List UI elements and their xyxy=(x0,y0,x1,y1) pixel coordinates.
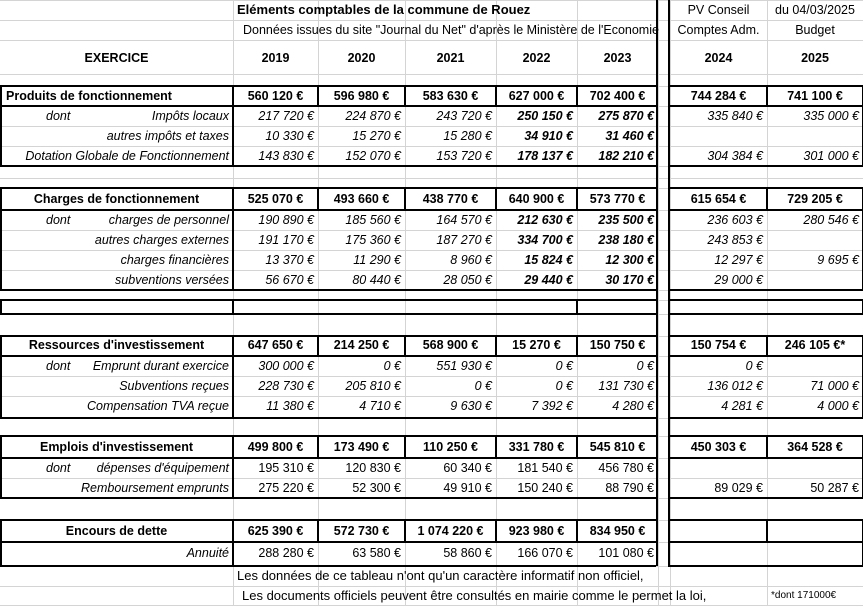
value-cell: 190 890 € xyxy=(258,213,314,227)
value-cell xyxy=(767,230,859,250)
row-label: autres impôts et taxes xyxy=(106,129,229,143)
value-cell: 625 390 € xyxy=(247,524,304,538)
row-label: Ressources d'investissement xyxy=(28,338,205,352)
value-cell: 56 670 € xyxy=(265,273,314,287)
value-cell xyxy=(767,521,863,541)
value-cell: 275 220 € xyxy=(258,481,314,495)
date-label: du 04/03/2025 xyxy=(775,3,855,17)
value-cell: 7 392 € xyxy=(531,399,573,413)
value-cell: 923 980 € xyxy=(508,524,565,538)
value-cell: 224 870 € xyxy=(345,109,401,123)
value-cell: 212 630 € xyxy=(517,213,573,227)
value-cell: 243 720 € xyxy=(436,109,492,123)
value-cell: 702 400 € xyxy=(589,89,646,103)
value-cell: 153 720 € xyxy=(436,149,492,163)
value-cell: 1 074 220 € xyxy=(417,524,484,538)
value-cell: 29 000 € xyxy=(714,273,763,287)
value-cell: 13 370 € xyxy=(265,253,314,267)
value-cell: 152 070 € xyxy=(345,149,401,163)
value-cell: 89 029 € xyxy=(714,481,763,495)
value-cell: 28 050 € xyxy=(443,273,492,287)
value-cell: 246 105 €* xyxy=(784,338,846,352)
value-cell: 275 870 € xyxy=(598,109,654,123)
value-cell: 545 810 € xyxy=(589,440,646,454)
value-cell: 29 440 € xyxy=(524,273,573,287)
pv-conseil-label: PV Conseil xyxy=(687,3,750,17)
row-label: Remboursement emprunts xyxy=(81,481,229,495)
value-cell: 744 284 € xyxy=(690,89,747,103)
border-v xyxy=(0,300,2,314)
value-cell: 9 630 € xyxy=(450,399,492,413)
value-cell: 280 546 € xyxy=(803,213,859,227)
row-label: dépenses d'équipement xyxy=(96,461,229,475)
value-cell: 217 720 € xyxy=(258,109,314,123)
value-cell: 15 270 € xyxy=(512,338,561,352)
value-cell: 34 910 € xyxy=(524,129,573,143)
value-cell: 627 000 € xyxy=(508,89,565,103)
value-cell: 178 137 € xyxy=(517,149,573,163)
value-cell: 596 980 € xyxy=(333,89,390,103)
value-cell: 228 730 € xyxy=(258,379,314,393)
value-cell: 493 660 € xyxy=(333,192,390,206)
value-cell xyxy=(767,270,859,290)
row-label: charges financières xyxy=(120,253,229,267)
value-cell: 173 490 € xyxy=(333,440,390,454)
row-label: Encours de dette xyxy=(65,524,168,538)
value-cell: 9 695 € xyxy=(817,253,859,267)
sheet-title: Eléments comptables de la commune de Rouez xyxy=(237,2,531,17)
value-cell: 11 380 € xyxy=(266,399,314,413)
value-cell: 166 070 € xyxy=(517,546,573,560)
row-label: Impôts locaux xyxy=(151,109,229,123)
row-label: Charges de fonctionnement xyxy=(33,192,200,206)
value-cell: 52 300 € xyxy=(352,481,401,495)
value-cell: 288 280 € xyxy=(258,546,314,560)
value-cell: 110 250 € xyxy=(423,440,478,454)
row-label: Produits de fonctionnement xyxy=(6,89,172,103)
value-cell: 499 800 € xyxy=(247,440,304,454)
value-cell: 88 790 € xyxy=(605,481,654,495)
value-cell xyxy=(670,521,767,541)
year-header: 2019 xyxy=(261,51,290,65)
border-v xyxy=(232,300,234,314)
value-cell: 250 150 € xyxy=(517,109,573,123)
value-cell: 60 340 € xyxy=(443,461,492,475)
value-cell xyxy=(767,543,859,563)
value-cell: 0 € xyxy=(636,359,654,373)
value-cell: 49 910 € xyxy=(443,481,492,495)
value-cell: 182 210 € xyxy=(598,149,654,163)
value-cell: 741 100 € xyxy=(787,89,843,103)
value-cell: 30 170 € xyxy=(605,273,654,287)
value-cell: 438 770 € xyxy=(422,192,479,206)
value-cell: 456 780 € xyxy=(598,461,654,475)
value-cell: 12 300 € xyxy=(605,253,654,267)
value-cell: 164 570 € xyxy=(436,213,492,227)
value-cell: 583 630 € xyxy=(422,89,479,103)
value-cell: 729 205 € xyxy=(787,192,843,206)
value-cell: 63 580 € xyxy=(352,546,401,560)
value-cell: 11 290 € xyxy=(353,253,401,267)
value-cell: 525 070 € xyxy=(247,192,304,206)
border-h xyxy=(668,299,863,301)
border-h xyxy=(0,313,656,315)
value-cell: 568 900 € xyxy=(422,338,479,352)
comptes-adm-label: Comptes Adm. xyxy=(677,23,760,37)
value-cell xyxy=(670,458,763,478)
value-cell: 214 250 € xyxy=(333,338,390,352)
value-cell: 8 960 € xyxy=(450,253,492,267)
dont-label: dont xyxy=(46,461,71,475)
border-h xyxy=(0,417,656,419)
value-cell: 331 780 € xyxy=(508,440,565,454)
value-cell: 101 080 € xyxy=(598,546,654,560)
budget-label: Budget xyxy=(795,23,835,37)
value-cell: 0 € xyxy=(555,359,573,373)
value-cell: 58 860 € xyxy=(443,546,492,560)
dont-label: dont xyxy=(46,213,71,227)
row-label: subventions versées xyxy=(115,273,229,287)
year-header: 2021 xyxy=(436,51,465,65)
value-cell: 191 170 € xyxy=(258,233,314,247)
value-cell: 0 € xyxy=(555,379,573,393)
value-cell: 71 000 € xyxy=(810,379,859,393)
value-cell: 143 830 € xyxy=(258,149,314,163)
value-cell: 647 650 € xyxy=(247,338,304,352)
value-cell: 235 500 € xyxy=(598,213,654,227)
row-label: Compensation TVA reçue xyxy=(87,399,229,413)
footer-note-2: Les documents officiels peuvent être consultés en mairie comme le permet la loi, xyxy=(242,588,707,603)
value-cell: 300 000 € xyxy=(258,359,314,373)
gridline-h xyxy=(0,40,863,41)
value-cell: 335 840 € xyxy=(707,109,763,123)
row-label: Dotation Globale de Fonctionnement xyxy=(25,149,229,163)
border-h xyxy=(668,565,863,567)
value-cell: 560 120 € xyxy=(247,89,304,103)
row-label: charges de personnel xyxy=(108,213,229,227)
value-cell: 334 700 € xyxy=(517,233,573,247)
value-cell: 4 280 € xyxy=(612,399,654,413)
value-cell: 15 270 € xyxy=(352,129,401,143)
value-cell xyxy=(767,458,859,478)
row-label: autres charges externes xyxy=(94,233,229,247)
value-cell: 181 540 € xyxy=(517,461,573,475)
value-cell: 31 460 € xyxy=(605,129,654,143)
value-cell: 150 750 € xyxy=(589,338,646,352)
value-cell: 572 730 € xyxy=(333,524,390,538)
value-cell: 335 000 € xyxy=(803,109,859,123)
value-cell: 304 384 € xyxy=(707,149,763,163)
value-cell: 15 824 € xyxy=(524,253,573,267)
value-cell: 4 281 € xyxy=(721,399,763,413)
year-header: 2024 xyxy=(704,51,733,65)
value-cell: 120 830 € xyxy=(345,461,401,475)
row-label: Emplois d'investissement xyxy=(39,440,194,454)
year-header: 2023 xyxy=(603,51,632,65)
value-cell: 640 900 € xyxy=(508,192,565,206)
gridline-v xyxy=(658,0,659,605)
value-cell: 450 303 € xyxy=(690,440,747,454)
data-source: Données issues du site "Journal du Net" d'après le Ministère de l'Economie xyxy=(243,23,659,37)
value-cell: 10 330 € xyxy=(265,129,314,143)
value-cell: 243 853 € xyxy=(707,233,763,247)
value-cell: 50 287 € xyxy=(810,481,859,495)
border-h xyxy=(668,417,863,419)
dont-label: dont xyxy=(46,359,71,373)
value-cell xyxy=(767,126,859,146)
dont-label: dont xyxy=(46,109,71,123)
footer-note-1: Les données de ce tableau n'ont qu'un caractère informatif non officiel, xyxy=(237,568,644,583)
footnote: *dont 171000€ xyxy=(771,590,837,601)
value-cell: 205 810 € xyxy=(345,379,401,393)
value-cell: 187 270 € xyxy=(436,233,492,247)
value-cell xyxy=(670,543,763,563)
value-cell: 175 360 € xyxy=(345,233,401,247)
value-cell: 0 € xyxy=(383,359,401,373)
value-cell: 551 930 € xyxy=(436,359,492,373)
row-label: Subventions reçues xyxy=(119,379,229,393)
year-header: 2025 xyxy=(801,51,829,65)
border-v xyxy=(656,0,658,566)
row-label: Emprunt durant exercice xyxy=(92,359,229,373)
value-cell: 131 730 € xyxy=(598,379,654,393)
border-h xyxy=(668,313,863,315)
year-header: 2022 xyxy=(522,51,551,65)
value-cell: 150 754 € xyxy=(690,338,747,352)
year-header: 2020 xyxy=(347,51,376,65)
value-cell: 4 000 € xyxy=(817,399,859,413)
border-v xyxy=(576,300,578,314)
value-cell: 834 950 € xyxy=(589,524,646,538)
value-cell xyxy=(670,126,763,146)
value-cell: 238 180 € xyxy=(598,233,654,247)
value-cell: 0 € xyxy=(474,379,492,393)
value-cell: 236 603 € xyxy=(707,213,763,227)
gridline-h xyxy=(0,74,863,75)
value-cell: 185 560 € xyxy=(345,213,401,227)
border-h xyxy=(0,299,656,301)
value-cell: 80 440 € xyxy=(352,273,401,287)
exercice-label: EXERCICE xyxy=(84,51,149,65)
value-cell: 150 240 € xyxy=(517,481,573,495)
value-cell: 4 710 € xyxy=(359,399,401,413)
value-cell: 0 € xyxy=(745,359,763,373)
value-cell: 301 000 € xyxy=(803,149,859,163)
value-cell: 12 297 € xyxy=(714,253,763,267)
value-cell xyxy=(767,356,859,376)
gridline-h xyxy=(0,178,863,179)
value-cell: 136 012 € xyxy=(707,379,763,393)
value-cell: 195 310 € xyxy=(258,461,314,475)
value-cell: 364 528 € xyxy=(787,440,843,454)
value-cell: 615 654 € xyxy=(690,192,747,206)
row-label: Annuité xyxy=(186,546,229,560)
value-cell: 15 280 € xyxy=(443,129,492,143)
value-cell: 573 770 € xyxy=(589,192,646,206)
